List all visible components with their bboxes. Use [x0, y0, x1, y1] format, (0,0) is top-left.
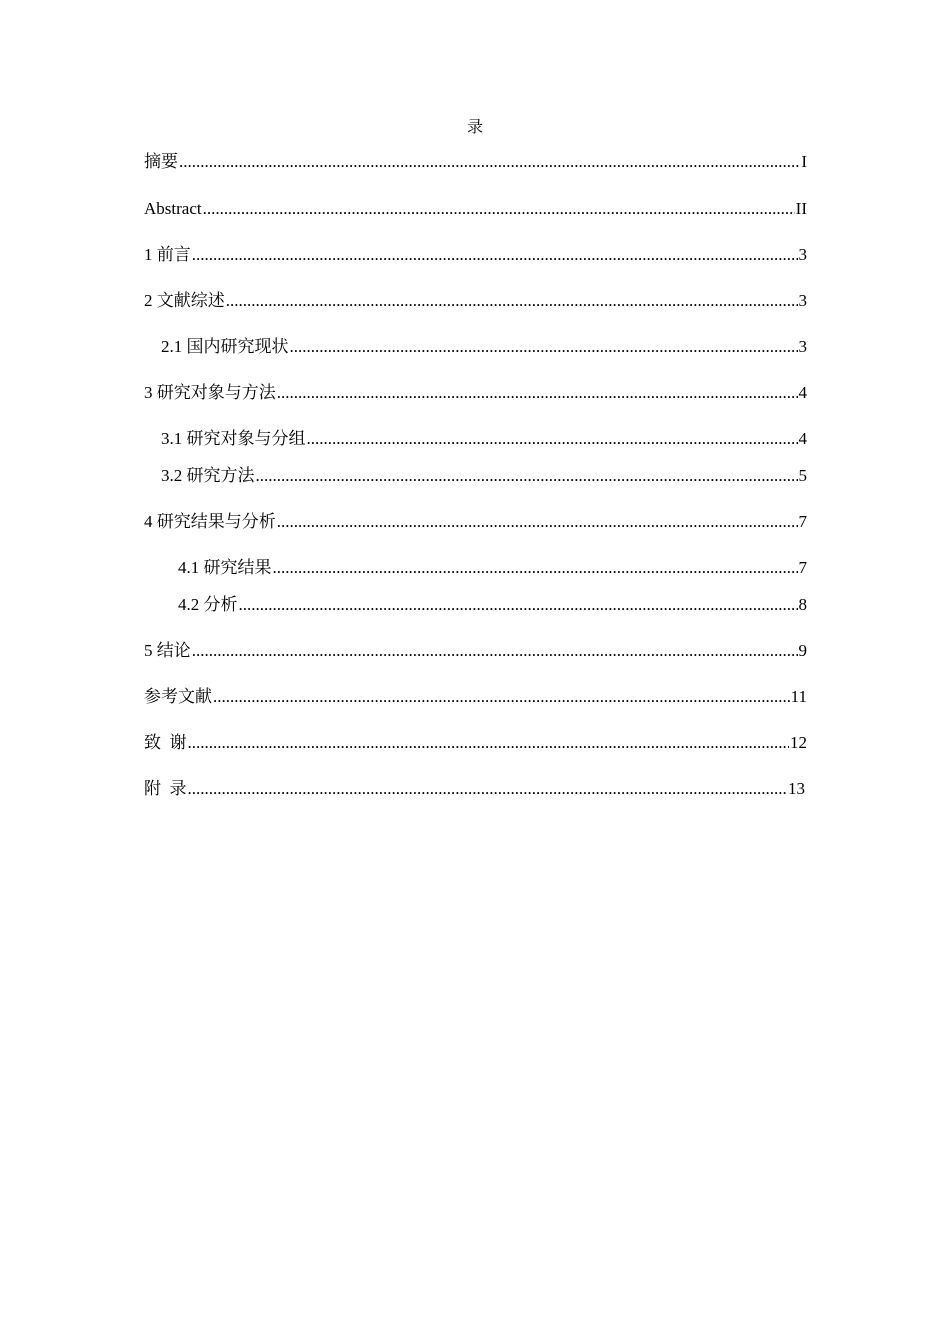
toc-page-number: 3: [798, 337, 807, 356]
toc-leader-dots: [179, 151, 800, 173]
toc-entry-domestic-research[interactable]: [161, 336, 807, 358]
toc-leader-dots: [213, 686, 790, 708]
toc-leader-dots: [239, 594, 798, 616]
toc-page-number: 8: [798, 595, 807, 614]
toc-leader-dots: [277, 382, 798, 404]
toc-page-number: 7: [798, 558, 807, 577]
toc-page-number: 13: [788, 779, 805, 798]
toc-page-number: 4: [798, 429, 807, 448]
toc-page-number: 3: [798, 245, 807, 264]
toc-page-number: II: [795, 199, 807, 218]
toc-leader-dots: [192, 640, 798, 662]
toc-entry-label: 摘要: [144, 152, 178, 171]
toc-entry-label: 1 前言: [144, 245, 191, 264]
toc-entry-abstract-cn[interactable]: [144, 151, 807, 173]
toc-entry-label: 参考文献: [144, 687, 212, 706]
toc-page-number: I: [801, 152, 807, 171]
toc-entry-label: 附 录: [144, 779, 187, 798]
toc-entry-abstract-en[interactable]: [144, 198, 807, 220]
toc-entry-subjects-groups[interactable]: [161, 428, 807, 450]
toc-entry-results[interactable]: [178, 557, 807, 579]
toc-entry-label: 4.1 研究结果: [178, 558, 272, 577]
toc-page-number: 5: [798, 466, 807, 485]
toc-entry-label: 3.1 研究对象与分组: [161, 429, 306, 448]
toc-entry-label: 2 文献综述: [144, 291, 225, 310]
toc-leader-dots: [256, 465, 798, 487]
toc-leader-dots: [203, 198, 795, 220]
toc-leader-dots: [188, 732, 790, 754]
toc-entry-label: 3.2 研究方法: [161, 466, 255, 485]
toc-entry-label: 致 谢: [144, 733, 187, 752]
toc-leader-dots: [226, 290, 798, 312]
toc-entry-label: 4.2 分析: [178, 595, 238, 614]
toc-page-number: 7: [798, 512, 807, 531]
toc-leader-dots: [192, 244, 798, 266]
toc-page-number: 4: [798, 383, 807, 402]
toc-entry-label: Abstract: [144, 199, 202, 218]
toc-entry-appendix[interactable]: [144, 778, 805, 800]
toc-entry-literature-review[interactable]: [144, 290, 807, 312]
toc-entry-label: 4 研究结果与分析: [144, 512, 276, 531]
toc-entry-subjects-methods[interactable]: [144, 382, 807, 404]
toc-leader-dots: [290, 336, 798, 358]
toc-page-number: 9: [798, 641, 807, 660]
toc-title: 录: [466, 119, 483, 136]
toc-leader-dots: [307, 428, 798, 450]
toc-entry-preface[interactable]: [144, 244, 807, 266]
toc-entry-conclusion[interactable]: [144, 640, 807, 662]
toc-leader-dots: [273, 557, 798, 579]
toc-entry-acknowledgements[interactable]: [144, 732, 807, 754]
toc-entry-references[interactable]: [144, 686, 807, 708]
toc-page-number: 12: [790, 733, 807, 752]
toc-entry-research-methods[interactable]: [161, 465, 807, 487]
toc-entry-analysis[interactable]: [178, 594, 807, 616]
toc-leader-dots: [277, 511, 798, 533]
toc-page-number: 3: [798, 291, 807, 310]
toc-leader-dots: [188, 778, 788, 800]
toc-entry-label: 3 研究对象与方法: [144, 383, 276, 402]
toc-entry-results-analysis[interactable]: [144, 511, 807, 533]
toc-entry-label: 5 结论: [144, 641, 191, 660]
toc-page-number: 11: [790, 687, 807, 706]
toc-entry-label: 2.1 国内研究现状: [161, 337, 289, 356]
